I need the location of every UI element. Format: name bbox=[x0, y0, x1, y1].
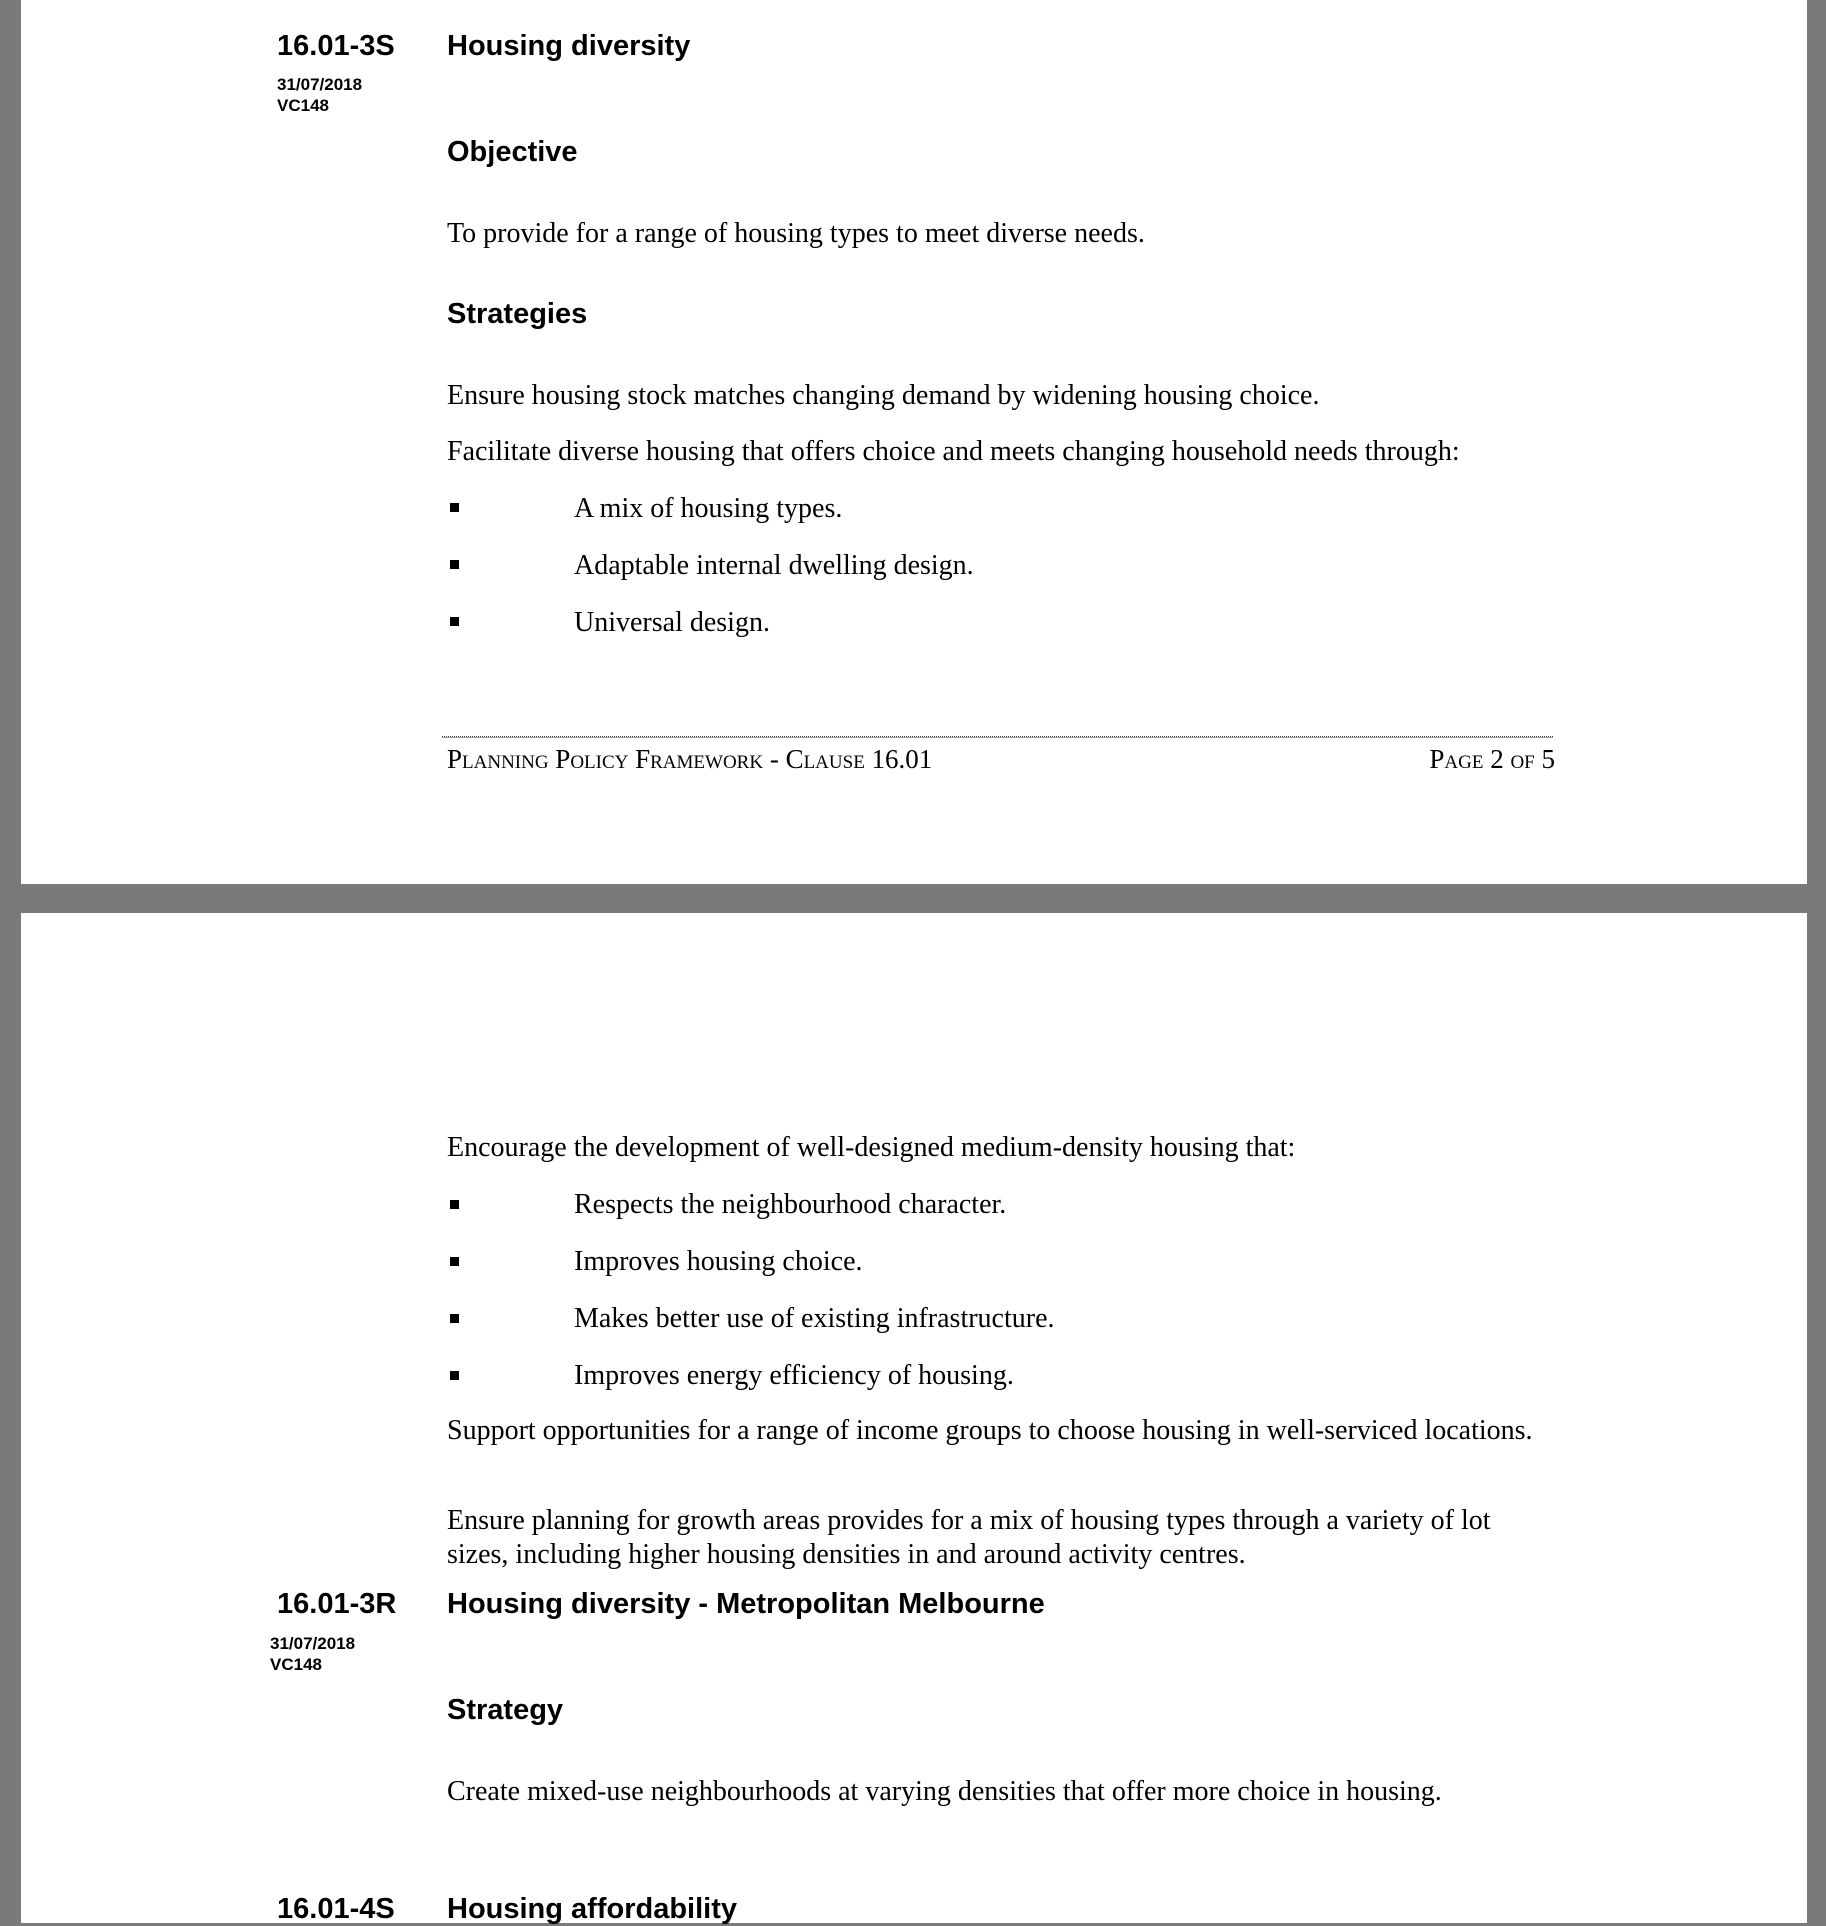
body-paragraph: Support opportunities for a range of income groups to choose housing in well-serviced locations. bbox=[447, 1415, 1533, 1446]
strategies-heading: Strategies bbox=[447, 298, 588, 330]
bullet-marker bbox=[450, 617, 459, 626]
bullet-marker bbox=[450, 560, 459, 569]
strategy-heading: Strategy bbox=[447, 1694, 564, 1726]
list-item: Improves housing choice. bbox=[574, 1246, 863, 1277]
bullet-marker bbox=[450, 1257, 459, 1266]
body-paragraph: Ensure planning for growth areas provides for a mix of housing types through a variety of lot sizes, including higher housing densities in and around activity centres. bbox=[447, 1505, 1491, 1570]
bullet-marker bbox=[450, 1314, 459, 1323]
page-number: Page 2 of 5 bbox=[1429, 744, 1555, 774]
list-item: Improves energy efficiency of housing. bbox=[574, 1360, 1014, 1391]
list-item: Makes better use of existing infrastructure. bbox=[574, 1303, 1055, 1334]
clause-number: 16.01-3S bbox=[277, 30, 395, 62]
strategy-text: Create mixed-use neighbourhoods at varying densities that offer more choice in housing. bbox=[447, 1776, 1442, 1807]
body-paragraph: Encourage the development of well-designed medium-density housing that: bbox=[447, 1132, 1296, 1163]
next-clause-clip bbox=[277, 1881, 877, 1925]
clause-title: Housing diversity - Metropolitan Melbourne bbox=[447, 1588, 1045, 1620]
clause-date: 31/07/2018 bbox=[270, 1634, 356, 1653]
clause-number: 16.01-4S bbox=[277, 1893, 395, 1925]
clause-date: 31/07/2018 bbox=[277, 75, 363, 94]
clause-number: 16.01-3R bbox=[277, 1588, 397, 1620]
list-item: A mix of housing types. bbox=[574, 493, 843, 524]
list-item: Respects the neighbourhood character. bbox=[574, 1189, 1007, 1220]
bullet-marker bbox=[450, 1371, 459, 1380]
clause-amendment: VC148 bbox=[270, 1655, 322, 1674]
clause-title: Housing diversity bbox=[447, 30, 691, 62]
clause-title: Housing affordability bbox=[447, 1893, 737, 1925]
bullet-marker bbox=[450, 1200, 459, 1209]
footer-title: Planning Policy Framework - Clause 16.01 bbox=[447, 744, 933, 774]
clause-amendment: VC148 bbox=[277, 96, 329, 115]
objective-heading: Objective bbox=[447, 136, 578, 168]
strategies-paragraph: Ensure housing stock matches changing demand by widening housing choice. bbox=[447, 380, 1320, 411]
document-page-2 bbox=[21, 0, 1807, 884]
strategies-paragraph: Facilitate diverse housing that offers choice and meets changing household needs through: bbox=[447, 436, 1460, 467]
objective-text: To provide for a range of housing types to meet diverse needs. bbox=[447, 218, 1145, 249]
list-item: Adaptable internal dwelling design. bbox=[574, 550, 974, 581]
footer-divider bbox=[442, 736, 1553, 738]
document-page-3 bbox=[21, 913, 1807, 1923]
bullet-marker bbox=[450, 503, 459, 512]
list-item: Universal design. bbox=[574, 607, 770, 638]
